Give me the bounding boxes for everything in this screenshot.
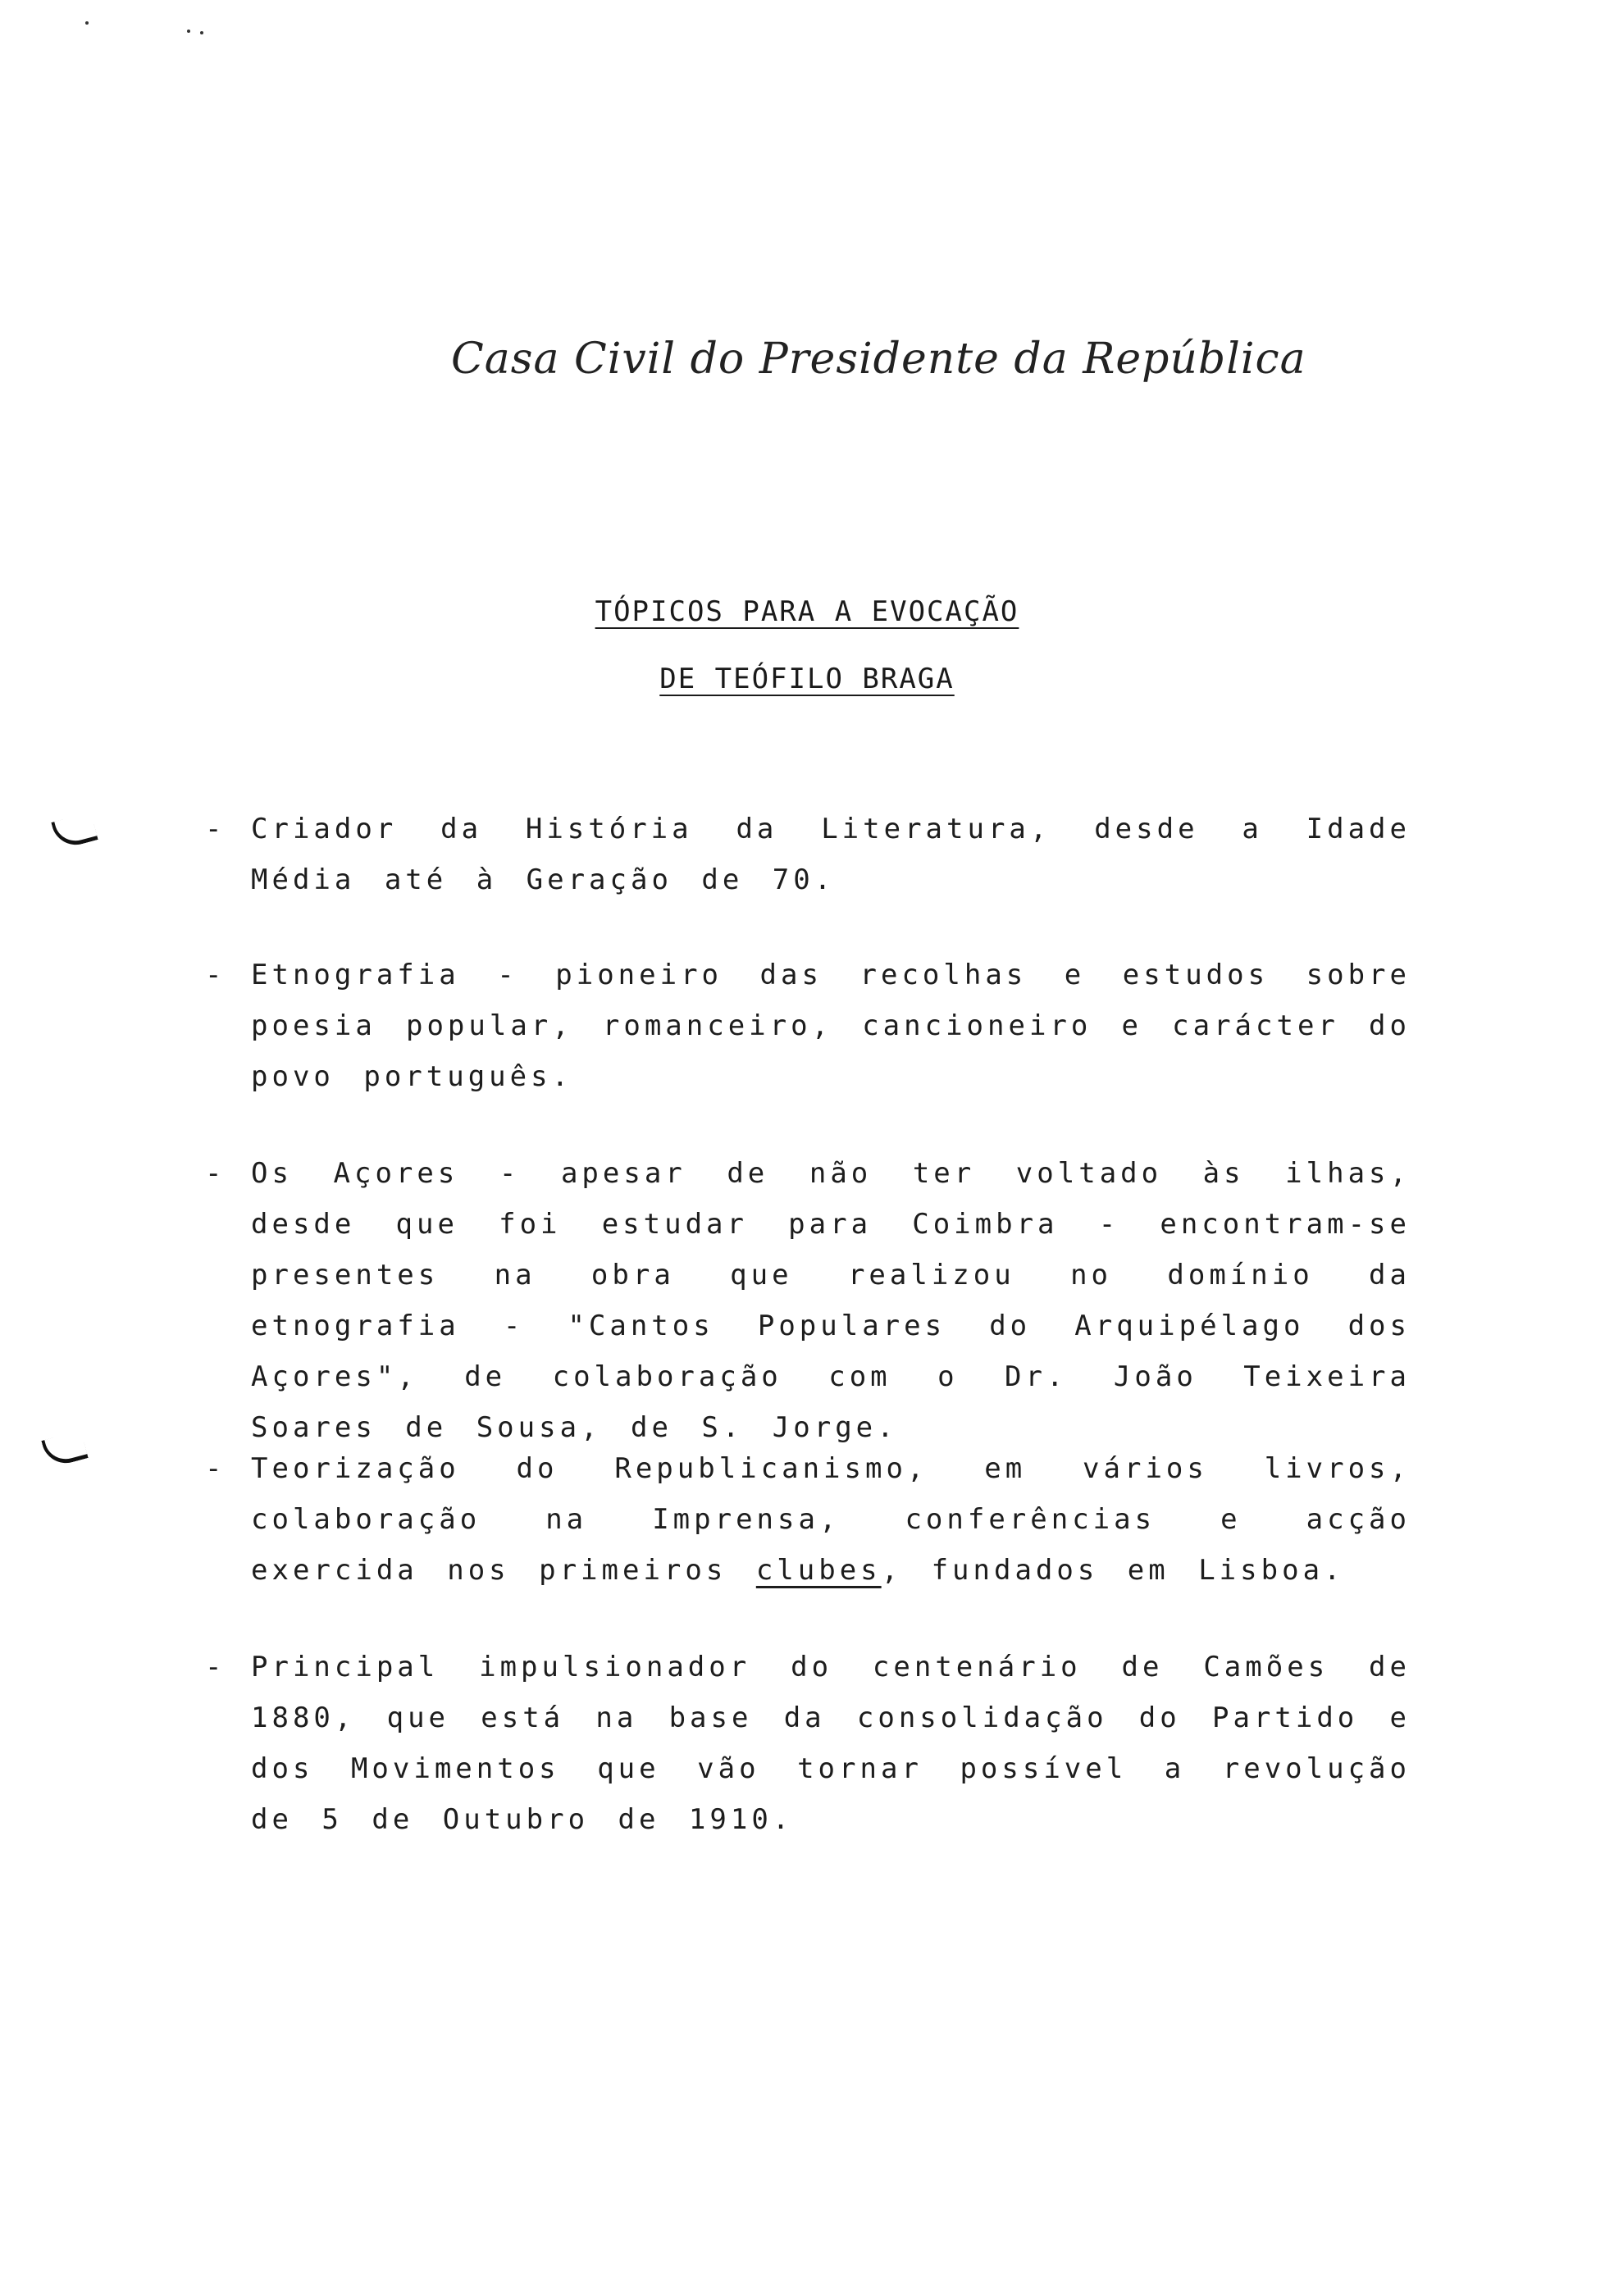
margin-check-mark [41, 1430, 88, 1469]
letterhead: Casa Civil do Presidente da República [451, 335, 1306, 384]
title-text-1: TÓPICOS PARA A EVOCAÇÃO [595, 595, 1019, 628]
list-item-text: Etnografia - pioneiro das recolhas e estudos sobre poesia popular, romanceiro, cancioneiro e carácter do povo português. [251, 959, 1440, 1093]
list-item-text: Criador da História da Literatura, desde a Idade Média até à Geração de 70. [251, 813, 1440, 896]
list-item [205, 1148, 1440, 1453]
list-dash: - [205, 1157, 226, 1190]
list-dash: - [205, 959, 226, 991]
list-item [205, 950, 1440, 1102]
scan-speck [187, 30, 190, 33]
margin-check-mark [51, 812, 98, 850]
list-dash: - [205, 1452, 226, 1485]
list-item [205, 1642, 1440, 1845]
list-dash: - [205, 813, 226, 845]
list-dash: - [205, 1651, 226, 1683]
text-part: , fundados em Lisboa. [881, 1554, 1345, 1587]
underlined-word: clubes [755, 1554, 882, 1587]
scan-speck [85, 21, 89, 25]
scan-speck [200, 31, 203, 34]
text-part: Teorização do Republicanismo, em vários livros, colaboração na Imprensa, conferências e acção exercida nos primeiros [251, 1452, 1440, 1587]
title-line-2 [0, 663, 1614, 695]
title-text-2: DE TEÓFILO BRAGA [659, 663, 955, 695]
list-item-text: Os Açores - apesar de não ter voltado às ilhas, desde que foi estudar para Coimbra - encontram-se presentes na obra que realizou no domínio da etnografia - "Cantos Populares do Arquipélago dos Açores", de colaboração com o Dr. João Teixeira Soares de Sousa, de S. Jorge. [251, 1157, 1440, 1444]
list-item-text: Principal impulsionador do centenário de Camões de 1880, que está na base da consolidação do Partido e dos Movimentos que vão tornar possível a revolução de 5 de Outubro de 1910. [251, 1651, 1440, 1836]
list-item [205, 1443, 1440, 1596]
title-line-1 [0, 595, 1614, 628]
list-item [205, 804, 1440, 905]
list-item-text [251, 1443, 1440, 1596]
